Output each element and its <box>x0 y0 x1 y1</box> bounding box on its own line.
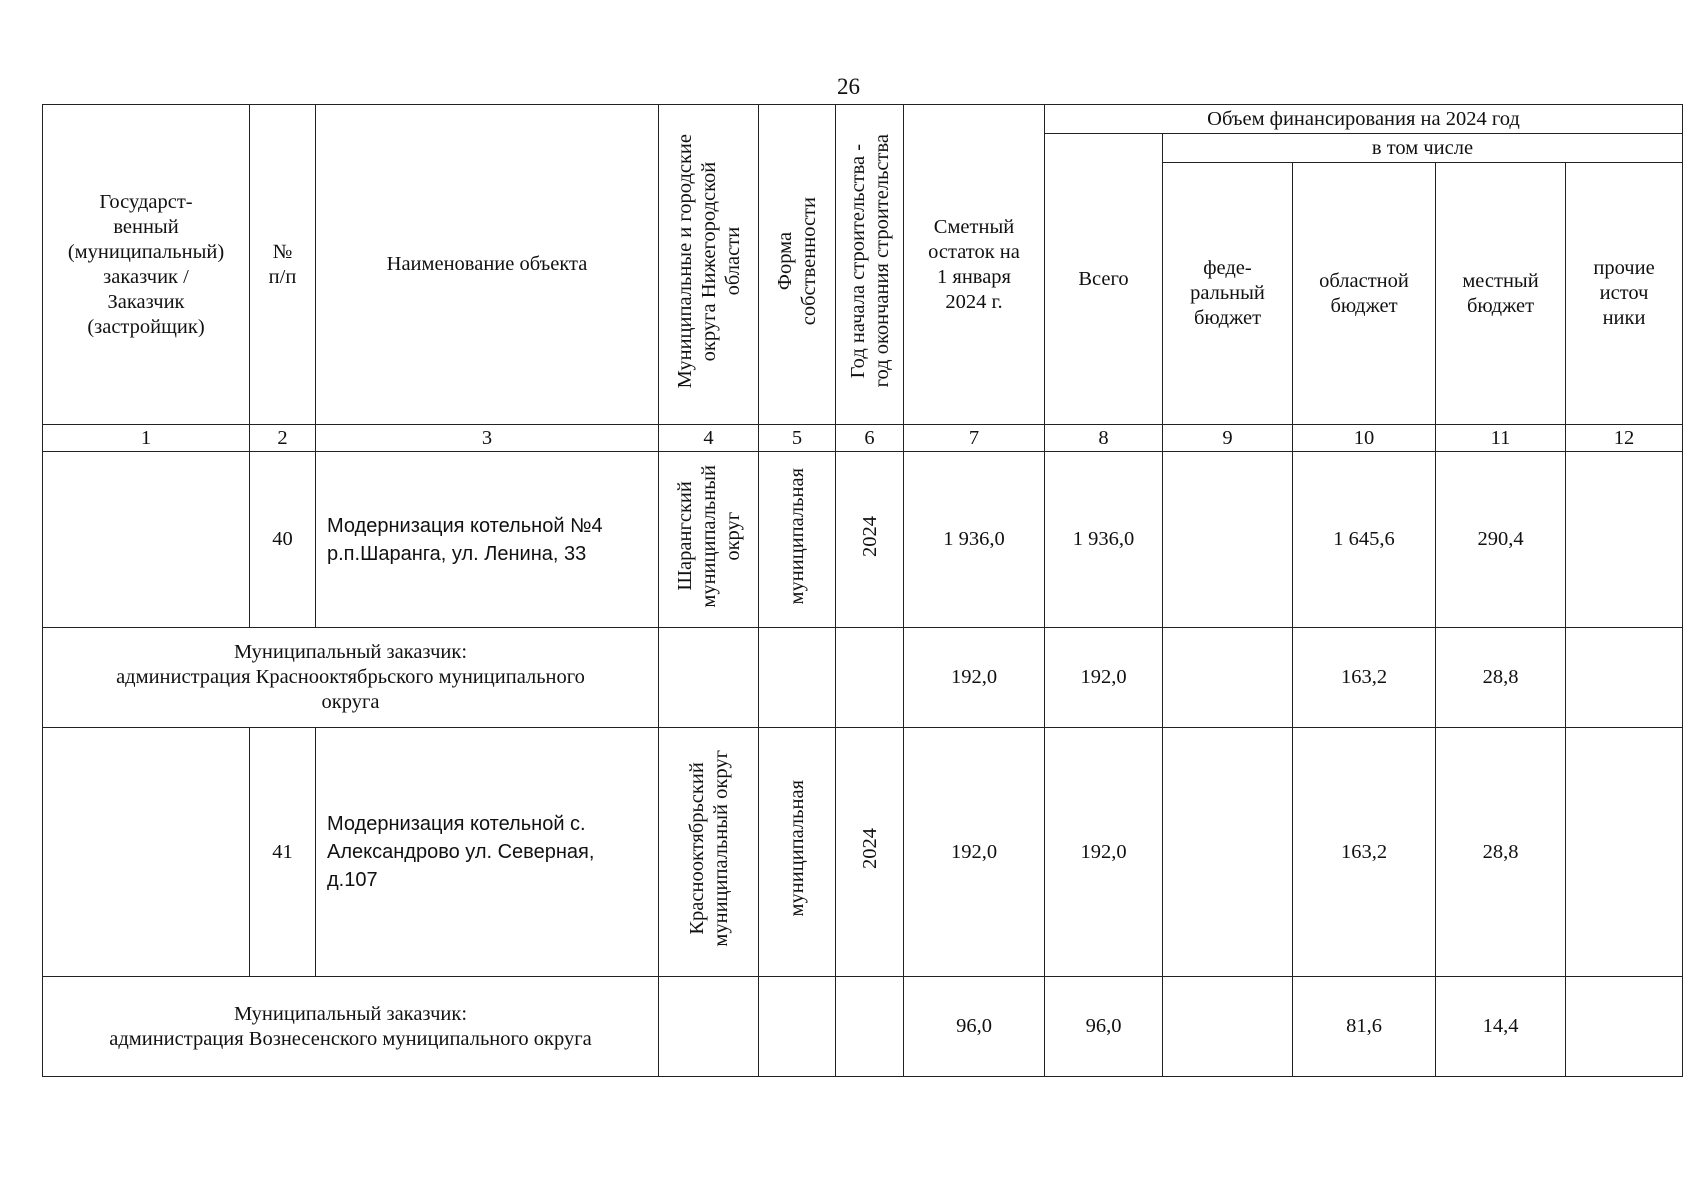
column-number: 9 <box>1163 425 1293 452</box>
row-estimate: 1 936,0 <box>904 452 1045 628</box>
row-estimate: 96,0 <box>904 977 1045 1077</box>
row-federal <box>1163 977 1293 1077</box>
object-name: Модернизация котельной с. Александрово ул. Северная, д.107 <box>316 728 659 977</box>
row-municipality: Шарангский муниципальный округ <box>659 452 759 628</box>
row-ownership: муниципальная <box>759 452 836 628</box>
row-years: 2024 <box>836 728 904 977</box>
row-years: 2024 <box>836 452 904 628</box>
row-number: 41 <box>250 728 316 977</box>
row-customer <box>43 728 250 977</box>
header-regional: областной бюджет <box>1293 163 1436 425</box>
column-number: 5 <box>759 425 836 452</box>
row-number: 40 <box>250 452 316 628</box>
row-local: 14,4 <box>1436 977 1566 1077</box>
table-row <box>43 728 1683 977</box>
row-other <box>1566 628 1683 728</box>
column-number: 8 <box>1045 425 1163 452</box>
row-estimate: 192,0 <box>904 728 1045 977</box>
header-estimate: Сметный остаток на 1 января 2024 г. <box>904 105 1045 425</box>
header-customer: Государст- венный (муниципальный) заказчик / Заказчик (застройщик) <box>43 105 250 425</box>
financing-table <box>42 104 1683 1077</box>
column-number: 7 <box>904 425 1045 452</box>
row-ownership: муниципальная <box>759 728 836 977</box>
row-federal <box>1163 628 1293 728</box>
customer-name: Муниципальный заказчик: администрация Вознесенского муниципального округа <box>43 977 659 1077</box>
header-local: местный бюджет <box>1436 163 1566 425</box>
row-regional: 163,2 <box>1293 728 1436 977</box>
row-municipality: Краснооктябрьский муниципальный округ <box>659 728 759 977</box>
row-total: 96,0 <box>1045 977 1163 1077</box>
header-years: Год начала строительства - год окончания строительства <box>836 105 904 425</box>
row-other <box>1566 452 1683 628</box>
row-years <box>836 628 904 728</box>
table-row <box>43 452 1683 628</box>
customer-row <box>43 977 1683 1077</box>
row-other <box>1566 728 1683 977</box>
object-name: Модернизация котельной №4 р.п.Шаранга, ул. Ленина, 33 <box>316 452 659 628</box>
column-number: 6 <box>836 425 904 452</box>
column-number: 12 <box>1566 425 1683 452</box>
customer-name: Муниципальный заказчик: администрация Краснооктябрьского муниципального округа <box>43 628 659 728</box>
row-regional: 81,6 <box>1293 977 1436 1077</box>
header-funding-title: Объем финансирования на 2024 год <box>1045 105 1683 134</box>
row-regional: 163,2 <box>1293 628 1436 728</box>
header-municipality: Муниципальные и городские округа Нижегородской области <box>659 105 759 425</box>
column-number: 11 <box>1436 425 1566 452</box>
row-municipality <box>659 977 759 1077</box>
row-customer <box>43 452 250 628</box>
header-number: № п/п <box>250 105 316 425</box>
header-ownership: Форма собственности <box>759 105 836 425</box>
row-total: 1 936,0 <box>1045 452 1163 628</box>
header-object-name: Наименование объекта <box>316 105 659 425</box>
header-row <box>43 105 1683 134</box>
row-estimate: 192,0 <box>904 628 1045 728</box>
column-number: 10 <box>1293 425 1436 452</box>
column-number: 3 <box>316 425 659 452</box>
column-number: 2 <box>250 425 316 452</box>
row-federal <box>1163 728 1293 977</box>
row-federal <box>1163 452 1293 628</box>
header-other: прочие источ ники <box>1566 163 1683 425</box>
row-municipality <box>659 628 759 728</box>
row-ownership <box>759 977 836 1077</box>
column-number: 4 <box>659 425 759 452</box>
column-number: 1 <box>43 425 250 452</box>
row-ownership <box>759 628 836 728</box>
column-numbers-row <box>43 425 1683 452</box>
header-including: в том числе <box>1163 134 1683 163</box>
row-total: 192,0 <box>1045 728 1163 977</box>
row-regional: 1 645,6 <box>1293 452 1436 628</box>
row-total: 192,0 <box>1045 628 1163 728</box>
row-local: 290,4 <box>1436 452 1566 628</box>
page-number: 26 <box>837 74 860 99</box>
row-local: 28,8 <box>1436 628 1566 728</box>
customer-row <box>43 628 1683 728</box>
header-federal: феде- ральный бюджет <box>1163 163 1293 425</box>
header-total: Всего <box>1045 134 1163 425</box>
row-years <box>836 977 904 1077</box>
row-local: 28,8 <box>1436 728 1566 977</box>
row-other <box>1566 977 1683 1077</box>
